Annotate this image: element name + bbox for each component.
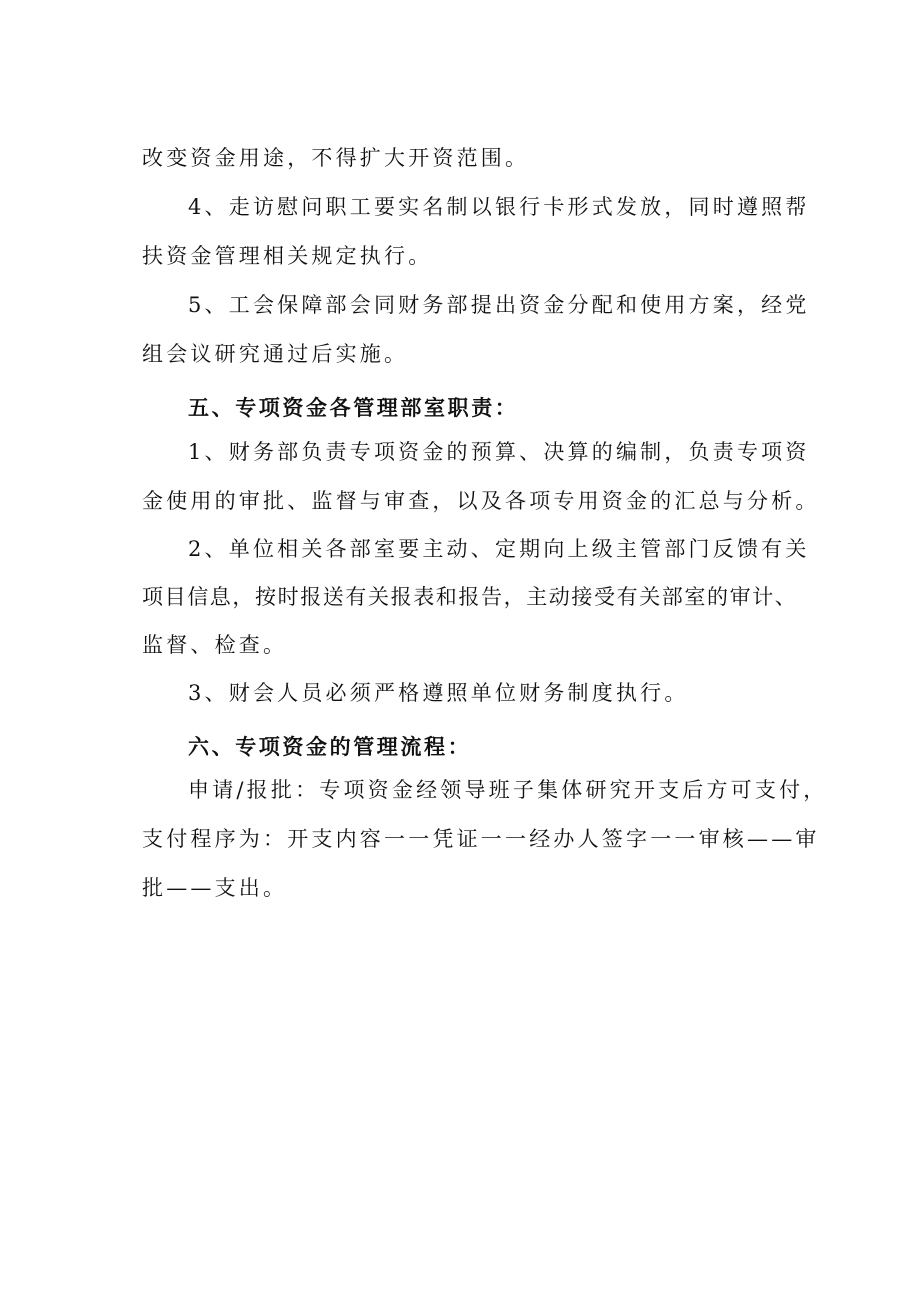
section-6-line-3: 批——支出。	[142, 876, 288, 900]
item-5-line-2: 组会议研究通过后实施。	[142, 342, 409, 366]
section-5-item-2-line-2: 项目信息，按时报送有关报表和报告，主动接受有关部室的审计、	[142, 585, 798, 609]
section-5-item-1-line-1: 1、财务部负责专项资金的预算、决算的编制，负责专项资	[188, 440, 810, 464]
item-5-line-1: 5、工会保障部会同财务部提出资金分配和使用方案，经党	[188, 293, 810, 317]
section-5-item-2-line-1: 2、单位相关各部室要主动、定期向上级主管部门反馈有关	[188, 537, 810, 561]
item-4-line-2: 扶资金管理相关规定执行。	[142, 244, 433, 268]
section-6-heading: 六、专项资金的管理流程：	[188, 735, 472, 759]
section-5-item-3-line-1: 3、财会人员必须严格遵照单位财务制度执行。	[188, 681, 689, 705]
item-4-line-1: 4、走访慰问职工要实名制以银行卡形式发放，同时遵照帮	[188, 195, 810, 219]
section-6-line-1: 申请/报批：专项资金经领导班子集体研究开支后方可支付，	[188, 778, 828, 802]
section-6-line-2: 支付程序为：开支内容一一凭证一一经办人签字一一审核——审	[142, 827, 820, 851]
continuation-line: 改变资金用途，不得扩大开资范围。	[142, 146, 530, 170]
section-5-heading: 五、专项资金各管理部室职责：	[188, 396, 519, 420]
section-5-item-1-line-2: 金使用的审批、监督与审查，以及各项专用资金的汇总与分析。	[142, 489, 820, 513]
section-5-item-2-line-3: 监督、检查。	[142, 633, 288, 657]
